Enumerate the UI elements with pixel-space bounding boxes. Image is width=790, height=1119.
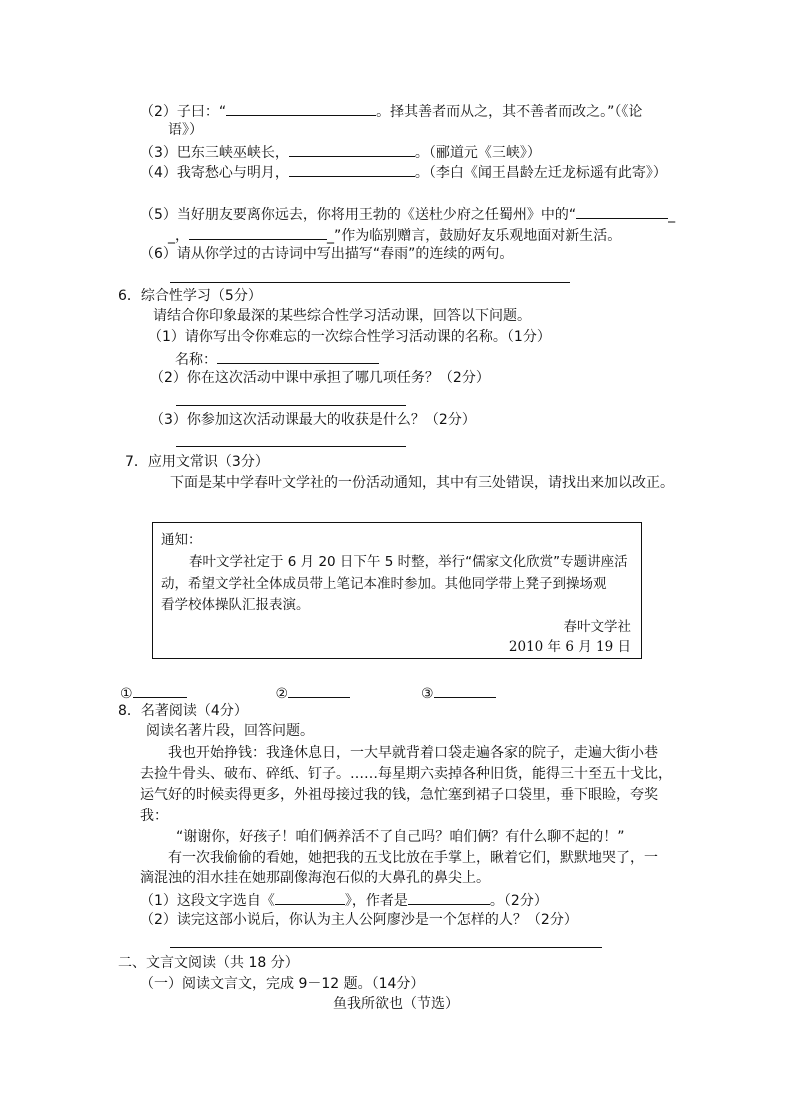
q7-answer2-blank[interactable] [288, 683, 350, 698]
q8-intro: 阅读名著片段，回答问题。 [146, 723, 314, 739]
q8-p1-line1: 我也开始挣钱：我逢休息日，一大早就背着口袋走遍各家的院子，走遍大街小巷 [168, 745, 658, 761]
q8-p2: “谢谢你，好孩子！咱们俩养活不了自己吗？咱们俩？有什么聊不起的！” [176, 829, 625, 845]
q5-item2-line1: （2）子曰：“ 。择其善者而从之，其不善者而改之。”（《论 [140, 101, 642, 121]
q8-title: 8．名著阅读（4分） [118, 703, 248, 719]
q5-item5-blank1[interactable] [576, 204, 668, 219]
q5-item2-line2: 语》） [168, 122, 203, 138]
q6-s2-answer-line[interactable] [176, 405, 406, 406]
notice-line1: 春叶文学社定于 6 月 20 日下午 5 时整，举行“儒家文化欣赏”专题讲座活 [189, 554, 628, 570]
notice-date: 2010 年 6 月 19 日 [508, 639, 631, 655]
q7-answers: ① ② ③ [120, 683, 496, 703]
q8-book-blank[interactable] [275, 890, 345, 905]
q8-s1: （1）这段文字选自《 》，作者是 。（2分） [140, 890, 548, 910]
q6-s1-name-blank[interactable] [217, 349, 379, 364]
q8-s2: （2）读完这部小说后，你认为主人公阿廖沙是一个怎样的人？（2分） [140, 912, 578, 928]
q8-p3-line2: 滴混浊的泪水挂在她那副像海泡石似的大鼻孔的鼻尖上。 [140, 870, 490, 886]
notice-line3: 看学校体操队汇报表演。 [161, 597, 310, 613]
q8-s2-answer-line[interactable] [170, 947, 602, 948]
q6-title: 6．综合性学习（5分） [118, 288, 262, 304]
passage-title: 鱼我所欲也（节选） [333, 996, 459, 1012]
notice-box [152, 522, 642, 659]
q8-p1-line3: 运气好的时候卖得更多，外祖母接过我的钱，急忙塞到裙子口袋里，垂下眼睑，夸奖 [140, 787, 658, 803]
q5-item5-blank2[interactable] [189, 225, 327, 240]
q7-intro: 下面是某中学春叶文学社的一份活动通知，其中有三处错误，请找出来加以改正。 [170, 475, 674, 491]
notice-line2: 动，希望文学社全体成员带上笔记本准时参加。其他同学带上凳子到操场观 [161, 576, 607, 592]
q7-answer3-blank[interactable] [434, 683, 496, 698]
q5-item2-blank[interactable] [226, 101, 376, 116]
notice-signature: 春叶文学社 [563, 619, 631, 635]
q5-item5-line1: （5）当好朋友要离你远去，你将用王勃的《送杜少府之任蜀州》中的“ _ [140, 204, 675, 224]
q6-s1: （1）请你写出令你难忘的一次综合性学习活动课的名称。（1分） [148, 329, 551, 345]
q5-item6: （6）请从你学过的古诗词中写出描写“春雨”的连续的两句。 [140, 246, 514, 262]
q6-s3: （3）你参加这次活动课最大的收获是什么？（2分） [150, 412, 476, 428]
q5-item4-blank[interactable] [289, 162, 415, 177]
part2-title: 二、文言文阅读（共 18 分） [118, 955, 299, 971]
q6-s1-name-row: 名称： [175, 349, 379, 369]
q8-p3-line1: 有一次我偷偷的看她，她把我的五戈比放在手掌上，瞅着它们，默默地哭了，一 [168, 850, 658, 866]
q5-item6-answer-line[interactable] [170, 282, 570, 283]
q5-item3: （3）巴东三峡巫峡长， 。（郦道元《三峡》） [140, 142, 541, 162]
q7-answer1-blank[interactable] [133, 683, 187, 698]
part2-subtitle: （一）阅读文言文，完成 9－12 题。（14分） [140, 976, 425, 992]
q6-s3-answer-line[interactable] [176, 446, 406, 447]
q5-item4: （4）我寄愁心与明月， 。（李白《闻王昌龄左迁龙标遥有此寄》） [140, 162, 667, 182]
q8-p1-line4: 我： [140, 808, 168, 824]
q5-item5-line2: _， _”作为临别赠言，鼓励好友乐观地面对新生活。 [168, 225, 621, 245]
notice-title: 通知： [161, 532, 202, 548]
q8-author-blank[interactable] [408, 890, 490, 905]
q7-title: 7．应用文常识（3分） [125, 454, 269, 470]
q5-item3-blank[interactable] [289, 142, 415, 157]
q8-p1-line2: 去捡牛骨头、破布、碎纸、钉子。……每星期六卖掉各种旧货，能得三十至五十戈比， [140, 766, 672, 782]
q6-s2: （2）你在这次活动中课中承担了哪几项任务？（2分） [150, 370, 490, 386]
q6-intro: 请结合你印象最深的某些综合性学习活动课，回答以下问题。 [153, 308, 531, 324]
